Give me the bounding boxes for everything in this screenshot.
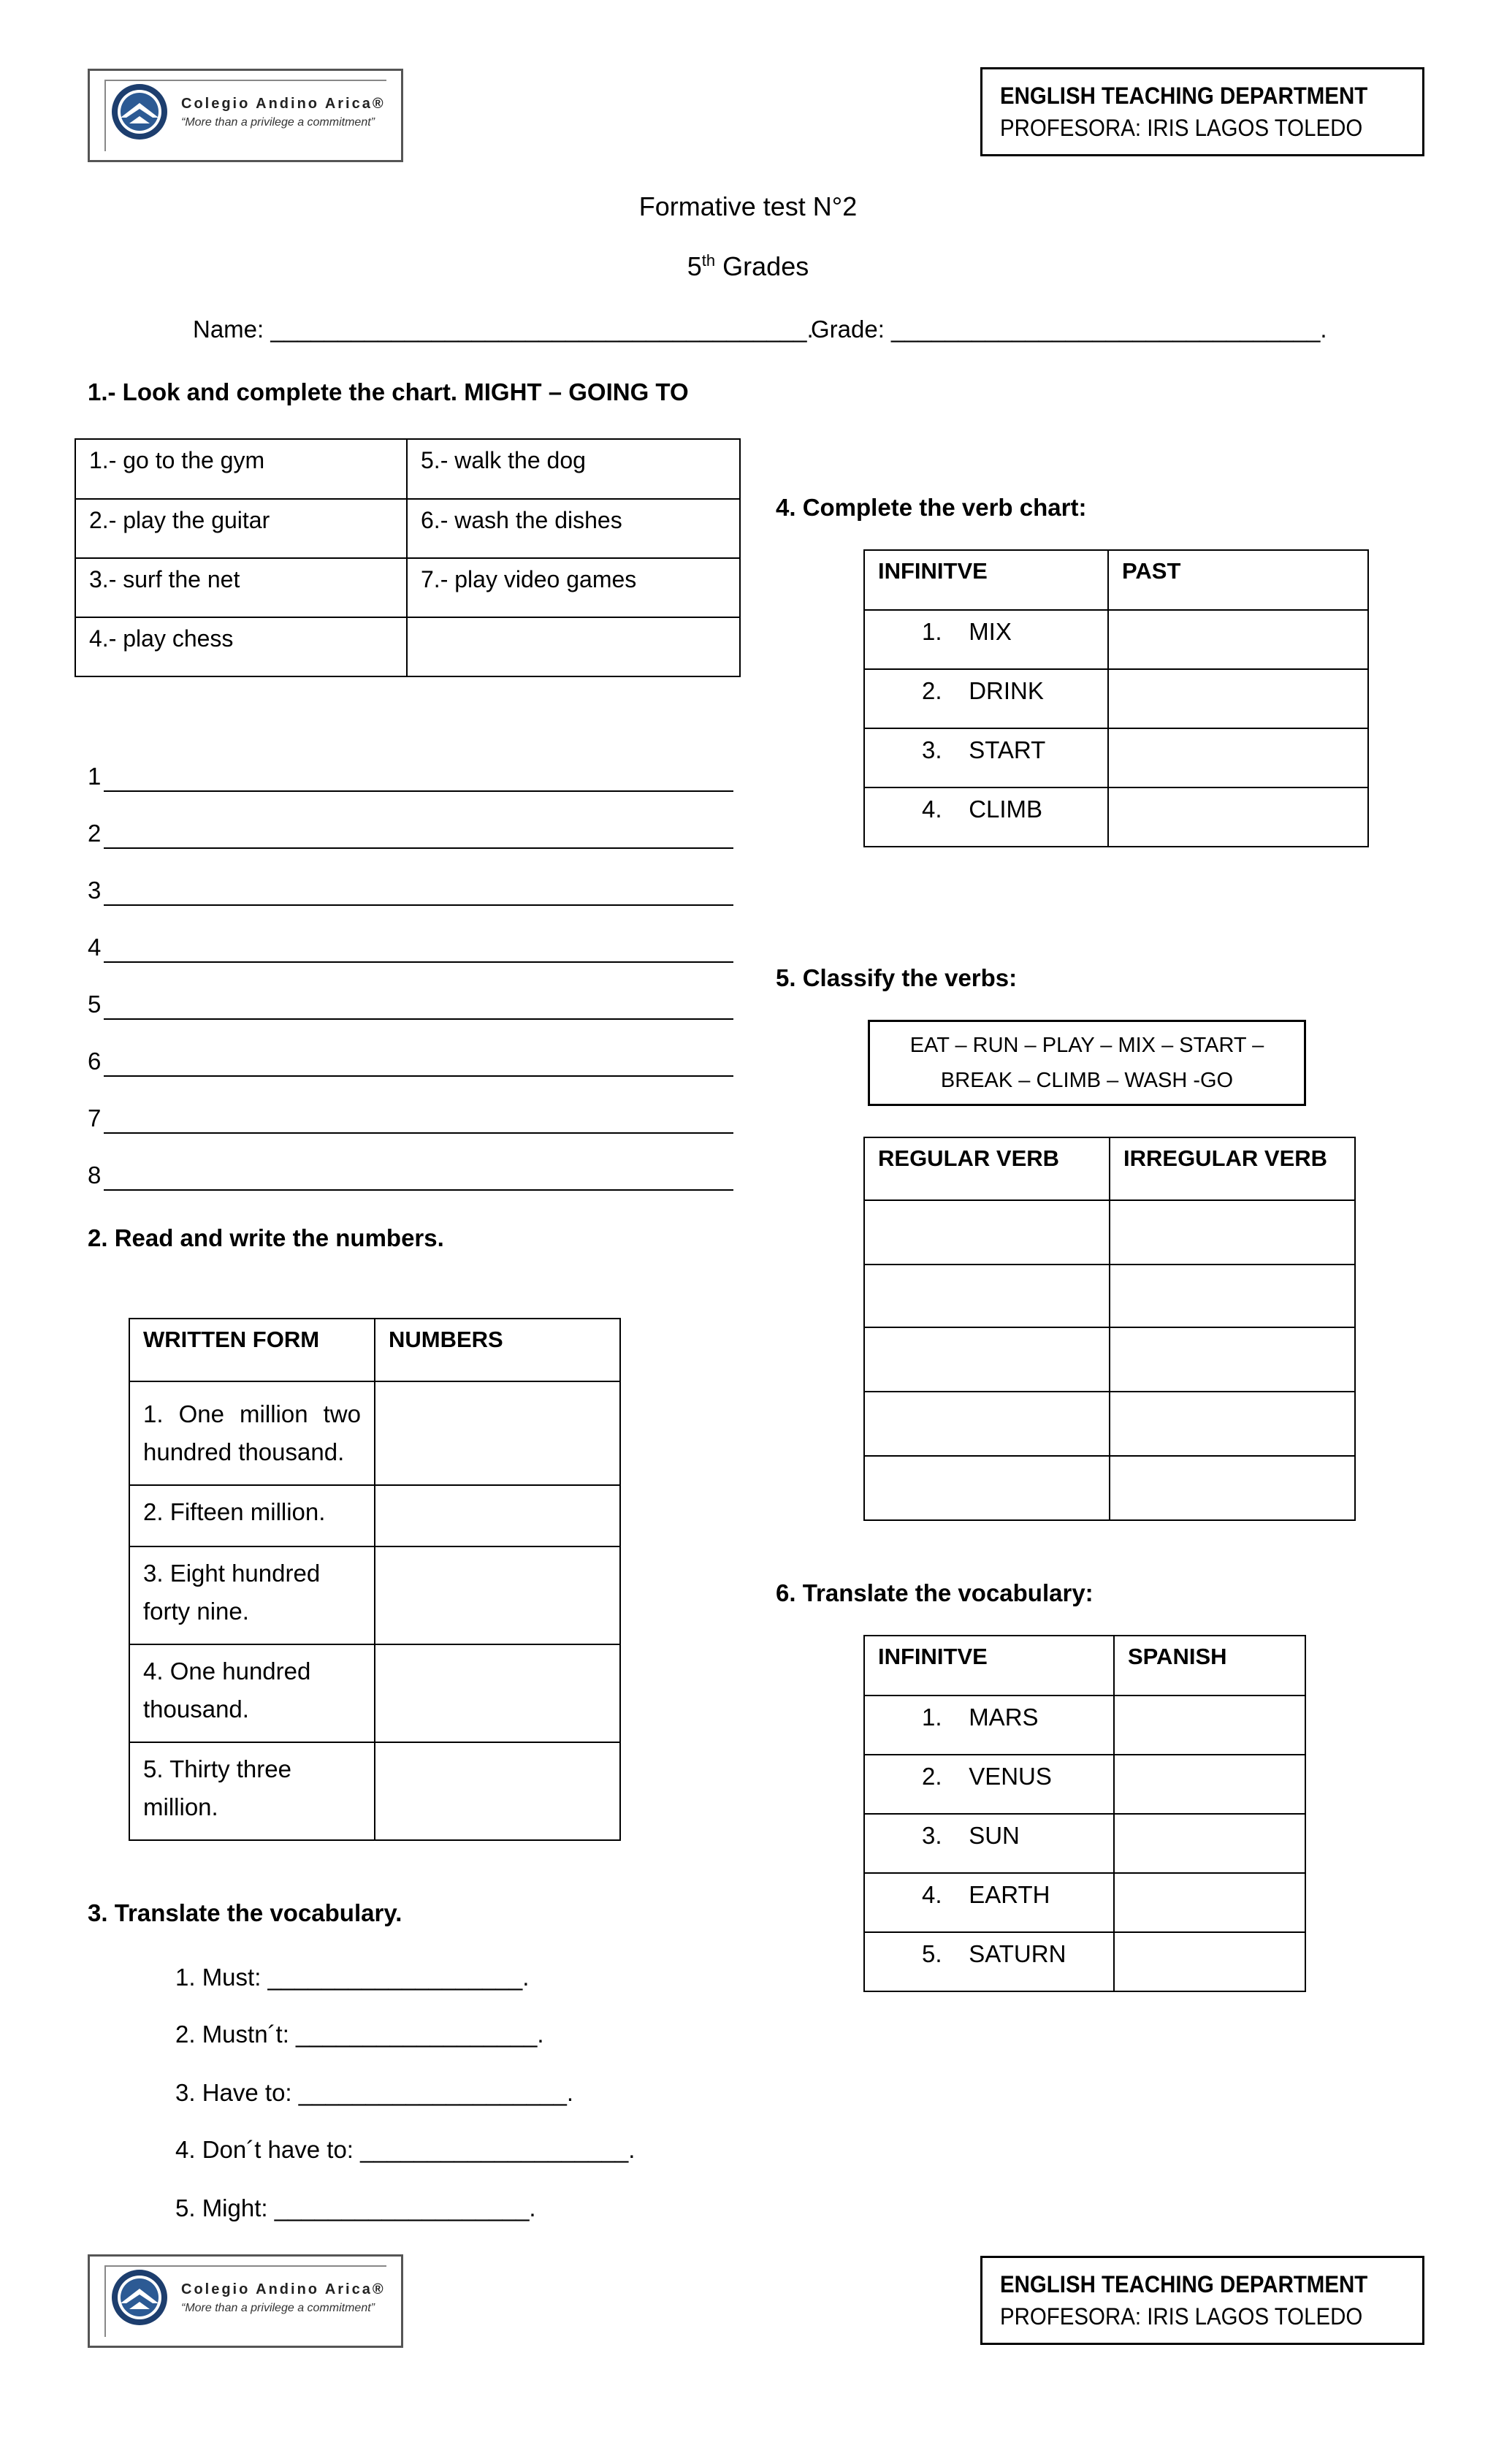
section-1-heading: 1.- Look and complete the chart. MIGHT – GOING TO (88, 378, 689, 405)
activity-cell (408, 618, 739, 633)
verb-infinitive: 4. CLIMB (922, 796, 1043, 823)
column-header-spanish: SPANISH (1128, 1644, 1227, 1669)
activity-cell: 2.- play the guitar (89, 507, 270, 533)
written-number: 3. Eight hundred forty nine. (143, 1560, 321, 1625)
spanish-answer-cell[interactable] (1114, 1696, 1305, 1755)
written-number: 2. Fifteen million. (143, 1498, 326, 1525)
spanish-answer-cell[interactable] (1114, 1755, 1305, 1814)
vocab-item-might[interactable]: 5. Might: ___________________. (175, 2194, 536, 2221)
column-header-irregular: IRREGULAR VERB (1123, 1145, 1328, 1171)
number-answer-cell[interactable] (375, 1485, 620, 1546)
answer-number: 5 (88, 991, 102, 1018)
answer-number: 4 (88, 934, 102, 961)
number-answer-cell[interactable] (375, 1381, 620, 1485)
vocab-item-mustnt[interactable]: 2. Mustn´t: __________________. (175, 2021, 544, 2048)
column-header-past: PAST (1122, 558, 1181, 584)
footer-department-box (980, 2256, 1424, 2345)
verb-infinitive: 3. START (922, 736, 1046, 763)
school-emblem-icon (109, 2267, 170, 2328)
activity-cell: 3.- surf the net (89, 566, 240, 592)
section-3-heading: 3. Translate the vocabulary. (88, 1899, 402, 1926)
activity-cell: 5.- walk the dog (421, 447, 586, 473)
number-answer-cell[interactable] (375, 1546, 620, 1644)
irregular-verb-cell[interactable] (1110, 1392, 1355, 1456)
logo-motto: “More than a privilege a commitment” (181, 2302, 375, 2314)
logo-motto: “More than a privilege a commitment” (181, 116, 375, 129)
grade-word: Grades (715, 251, 809, 281)
spanish-answer-cell[interactable] (1114, 1814, 1305, 1873)
teacher-name: PROFESORA: IRIS LAGOS TOLEDO (1000, 115, 1363, 141)
vocab-word: 5. SATURN (922, 1940, 1066, 1967)
activities-chart (75, 438, 741, 677)
word-bank-line-2: BREAK – CLIMB – WASH -GO (940, 1069, 1234, 1092)
teacher-name: PROFESORA: IRIS LAGOS TOLEDO (1000, 2303, 1363, 2330)
regular-verb-cell[interactable] (864, 1456, 1110, 1520)
regular-verb-cell[interactable] (864, 1265, 1110, 1327)
vocab-word: 2. VENUS (922, 1763, 1052, 1790)
word-bank-line-1: EAT – RUN – PLAY – MIX – START – (909, 1034, 1264, 1057)
activity-cell: 7.- play video games (421, 566, 637, 592)
verb-word-bank (868, 1020, 1306, 1106)
logo-school-name: Colegio Andino Arica® (181, 96, 386, 112)
vocab-word: 3. SUN (922, 1822, 1020, 1849)
section-4-heading: 4. Complete the verb chart: (776, 494, 1087, 521)
grade-field-label: Grade: ________________________________. (811, 316, 1327, 343)
irregular-verb-cell[interactable] (1110, 1265, 1355, 1327)
section-5-heading: 5. Classify the verbs: (776, 964, 1018, 991)
written-number: 4. One hundred thousand. (143, 1658, 311, 1723)
regular-verb-cell[interactable] (864, 1392, 1110, 1456)
department-name: ENGLISH TEACHING DEPARTMENT (1000, 2271, 1368, 2297)
irregular-verb-cell[interactable] (1110, 1327, 1355, 1392)
column-header-infinitive: INFINITVE (878, 1644, 988, 1669)
written-number: 1. One million two hundred thousand. (143, 1400, 361, 1465)
column-header-infinitive: INFINITVE (878, 558, 988, 584)
written-number: 5. Thirty three million. (143, 1755, 291, 1820)
vocab-item-have-to[interactable]: 3. Have to: ____________________. (175, 2079, 573, 2106)
past-answer-cell[interactable] (1108, 610, 1368, 669)
past-answer-cell[interactable] (1108, 669, 1368, 728)
past-answer-cell[interactable] (1108, 728, 1368, 787)
activity-cell: 1.- go to the gym (89, 447, 265, 473)
vocab-word: 4. EARTH (922, 1881, 1050, 1908)
vocab-item-dont-have-to[interactable]: 4. Don´t have to: ____________________. (175, 2136, 636, 2163)
verb-chart-table (863, 549, 1369, 847)
spanish-answer-cell[interactable] (1114, 1932, 1305, 1991)
answer-number: 2 (88, 820, 102, 847)
verb-infinitive: 2. DRINK (922, 677, 1044, 704)
name-field-label: Name: ________________________________________. (193, 316, 814, 343)
footer-school-logo (88, 2254, 403, 2348)
irregular-verb-cell[interactable] (1110, 1456, 1355, 1520)
numbers-table (129, 1318, 621, 1841)
school-emblem-icon (109, 81, 170, 142)
irregular-verb-cell[interactable] (1110, 1200, 1355, 1265)
vocab-word: 1. MARS (922, 1704, 1039, 1731)
column-header-numbers: NUMBERS (389, 1327, 503, 1352)
regular-verb-cell[interactable] (864, 1327, 1110, 1392)
answer-number: 1 (88, 763, 102, 790)
test-title: Formative test N°2 (638, 191, 858, 221)
grade-ordinal: th (701, 251, 716, 270)
section-6-heading: 6. Translate the vocabulary: (776, 1579, 1094, 1606)
classify-verbs-table (863, 1137, 1356, 1521)
grade-level (0, 251, 1496, 282)
regular-verb-cell[interactable] (864, 1200, 1110, 1265)
answer-number: 7 (88, 1105, 102, 1132)
activity-cell: 4.- play chess (89, 625, 234, 652)
past-answer-cell[interactable] (1108, 787, 1368, 847)
section-2-heading: 2. Read and write the numbers. (88, 1224, 444, 1251)
verb-infinitive: 1. MIX (922, 618, 1012, 645)
column-header-regular: REGULAR VERB (878, 1145, 1060, 1171)
activity-cell: 6.- wash the dishes (421, 507, 622, 533)
logo-school-name: Colegio Andino Arica® (181, 2281, 386, 2297)
spanish-answer-cell[interactable] (1114, 1873, 1305, 1932)
school-logo (88, 69, 403, 162)
department-box (980, 67, 1424, 156)
answer-number: 8 (88, 1162, 102, 1189)
department-name: ENGLISH TEACHING DEPARTMENT (1000, 83, 1368, 109)
answer-number: 6 (88, 1048, 102, 1075)
answer-number: 3 (88, 877, 102, 904)
column-header-written-form: WRITTEN FORM (143, 1327, 320, 1352)
vocabulary-table (863, 1635, 1306, 1992)
number-answer-cell[interactable] (375, 1742, 620, 1840)
number-answer-cell[interactable] (375, 1644, 620, 1742)
vocab-item-must[interactable]: 1. Must: ___________________. (175, 1964, 530, 1991)
grade-number: 5 (687, 251, 702, 281)
